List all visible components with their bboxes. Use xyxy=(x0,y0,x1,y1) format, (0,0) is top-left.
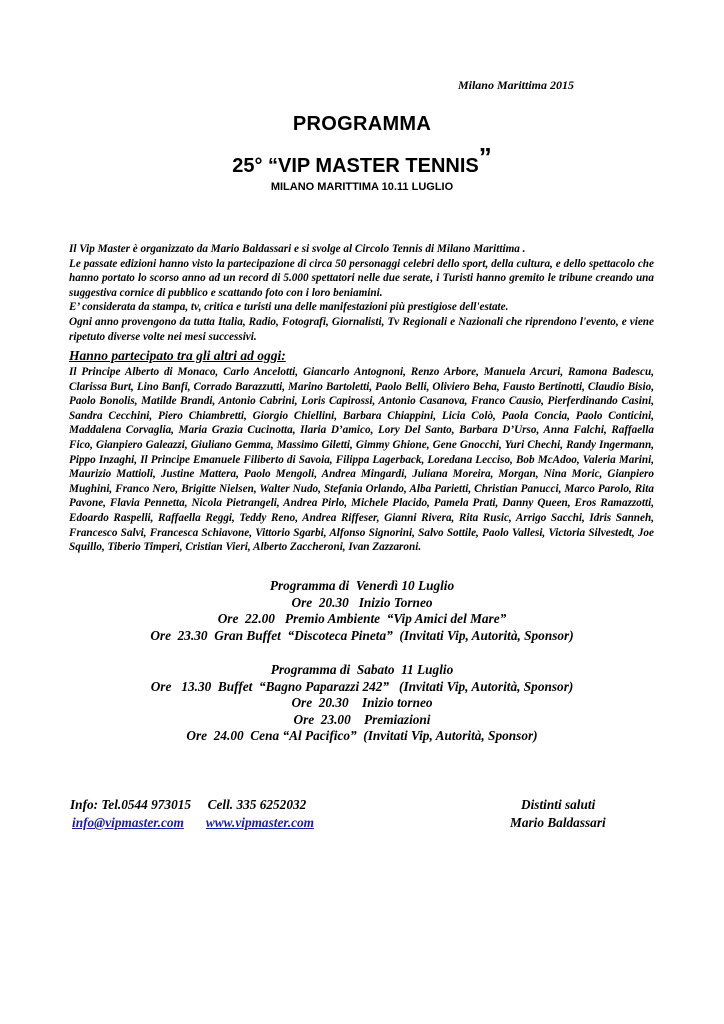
program-saturday xyxy=(0,662,724,745)
program-line: Ore 23.00 Premiazioni xyxy=(293,711,431,727)
program-friday xyxy=(0,578,724,644)
contact-links xyxy=(72,815,314,831)
closing-text: Distinti saluti xyxy=(521,797,596,812)
program-line: Ore 20.30 Inizio Torneo xyxy=(291,594,433,610)
program-line: Ore 13.30 Buffet “Bagno Paparazzi 242” (Invitati Vip, Autorità, Sponsor) xyxy=(150,678,574,694)
contact-info: Info: Tel.0544 973015 Cell. 335 6252032 xyxy=(70,797,307,812)
intro-paragraph: Ogni anno provengono da tutta Italia, Radio, Fotografi, Giornalisti, Tv Regionali e Nazionali che riprendono l'evento, e viene ripetuto diverse volte nei mesi successivi. xyxy=(69,315,654,343)
program-line: Ore 23.30 Gran Buffet “Discoteca Pineta” (Invitati Vip, Autorità, Sponsor) xyxy=(150,627,574,643)
program-heading: Programma di Sabato 11 Luglio xyxy=(270,662,454,677)
event-title-text: 25° “VIP MASTER TENNIS xyxy=(232,155,479,177)
program-line: Ore 22.00 Premio Ambiente “Vip Amici del Mare” xyxy=(217,611,507,627)
event-title-close-quote: ” xyxy=(478,142,492,172)
email-link[interactable]: info@vipmaster.com xyxy=(72,815,184,830)
participants-list: Il Principe Alberto di Monaco, Carlo Ancelotti, Giancarlo Antognoni, Renzo Arbore, Manuela Arcuri, Ramona Badescu, Clarissa Burt, Lino Banfi, Corrado Barazzutti, Marino Bartoletti, Paolo Belli, Oliviero Beha, Fausto Bertinotti, Claudio Bisio, Paolo Bonolis, Matilde Brandi, Antonio Cabrini, Loris Capirossi, Antonio Casanova, Franco Causio, Pierferdinando Casini, Sandra Cecchini, Piero Chiambretti, Giorgio Chiellini, Barbara Chiappini, Licia Colò, Paola Concia, Paolo Conticini, Maddalena Corvaglia, Maria Grazia Cucinotta, Ilaria D’amico, Lory Del Santo, Barbara D’Urso, Anna Falchi, Raffaella Fico, Gianpiero Galeazzi, Giuliano Gemma, Massimo Giletti, Gimmy Ghione, Gene Gnocchi, Yuri Chechi, Randy Ingermann, Pippo Inzaghi, Il Principe Emanuele Filiberto di Savoia, Filippa Lagerback, Loredana Lecciso, Bob McAdoo, Valeria Marini, Maurizio Mattioli, Justine Mattera, Paolo Mengoli, Andrea Mingardi, Juliana Moreira, Morgan, Nina Moric, Gianpiero Mughini, Franco Nero, Brigitte Nielsen, Walter Nudo, Stefania Orlando, Alba Parietti, Christian Panucci, Marco Parolo, Rita Pavone, Flavia Pennetta, Nicola Pietrangeli, Andrea Pirlo, Michele Placido, Pamela Prati, Danny Queen, Eros Ramazzotti, Edoardo Raspelli, Raffaella Reggi, Teddy Reno, Andrea Riffeser, Gianni Rivera, Rita Rusic, Arrigo Sacchi, Idris Sanneh, Francesco Salvi, Francesca Schiavone, Vittorio Sgarbi, Alfonso Signorini, Salvo Sottile, Paolo Vallesi, Victoria Silvestedt, Joe Squillo, Tiberio Timperi, Cristian Vieri, Alberto Zaccheroni, Ivan Zazzaroni. xyxy=(69,366,654,554)
intro-paragraph: Il Vip Master è organizzato da Mario Baldassari e si svolge al Circolo Tennis di Milano Marittima . xyxy=(69,243,526,255)
website-link[interactable]: www.vipmaster.com xyxy=(205,815,315,830)
intro-section xyxy=(69,242,654,344)
event-subtitle: MILANO MARITTIMA 10.11 LUGLIO xyxy=(270,181,454,193)
signature-name: Mario Baldassari xyxy=(510,815,606,830)
participants-heading: Hanno partecipato tra gli altri ad oggi: xyxy=(69,348,286,363)
program-heading: Programma di Venerdì 10 Luglio xyxy=(269,578,455,593)
program-line: Ore 24.00 Cena “Al Pacifico” (Invitati Vip, Autorità, Sponsor) xyxy=(186,728,538,744)
program-line: Ore 20.30 Inizio torneo xyxy=(291,695,433,711)
intro-paragraph: Le passate edizioni hanno visto la partecipazione di circa 50 personaggi celebri dello sport, della cultura, e dello spettacolo che hanno portato lo scorso anno ad un record di 5.000 spettatori nelle due serate, i Turisti hanno gremito le tribune creando una suggestiva cornice di pubblico e scattando foto con i loro beniamini. xyxy=(69,257,654,299)
intro-paragraph: E’ considerata da stampa, tv, critica e turisti una delle manifestazioni più prestigiose dell'estate. xyxy=(69,301,509,314)
page-title: PROGRAMMA xyxy=(292,113,432,135)
event-title xyxy=(0,142,724,179)
place-date: Milano Marittima 2015 xyxy=(457,78,574,92)
